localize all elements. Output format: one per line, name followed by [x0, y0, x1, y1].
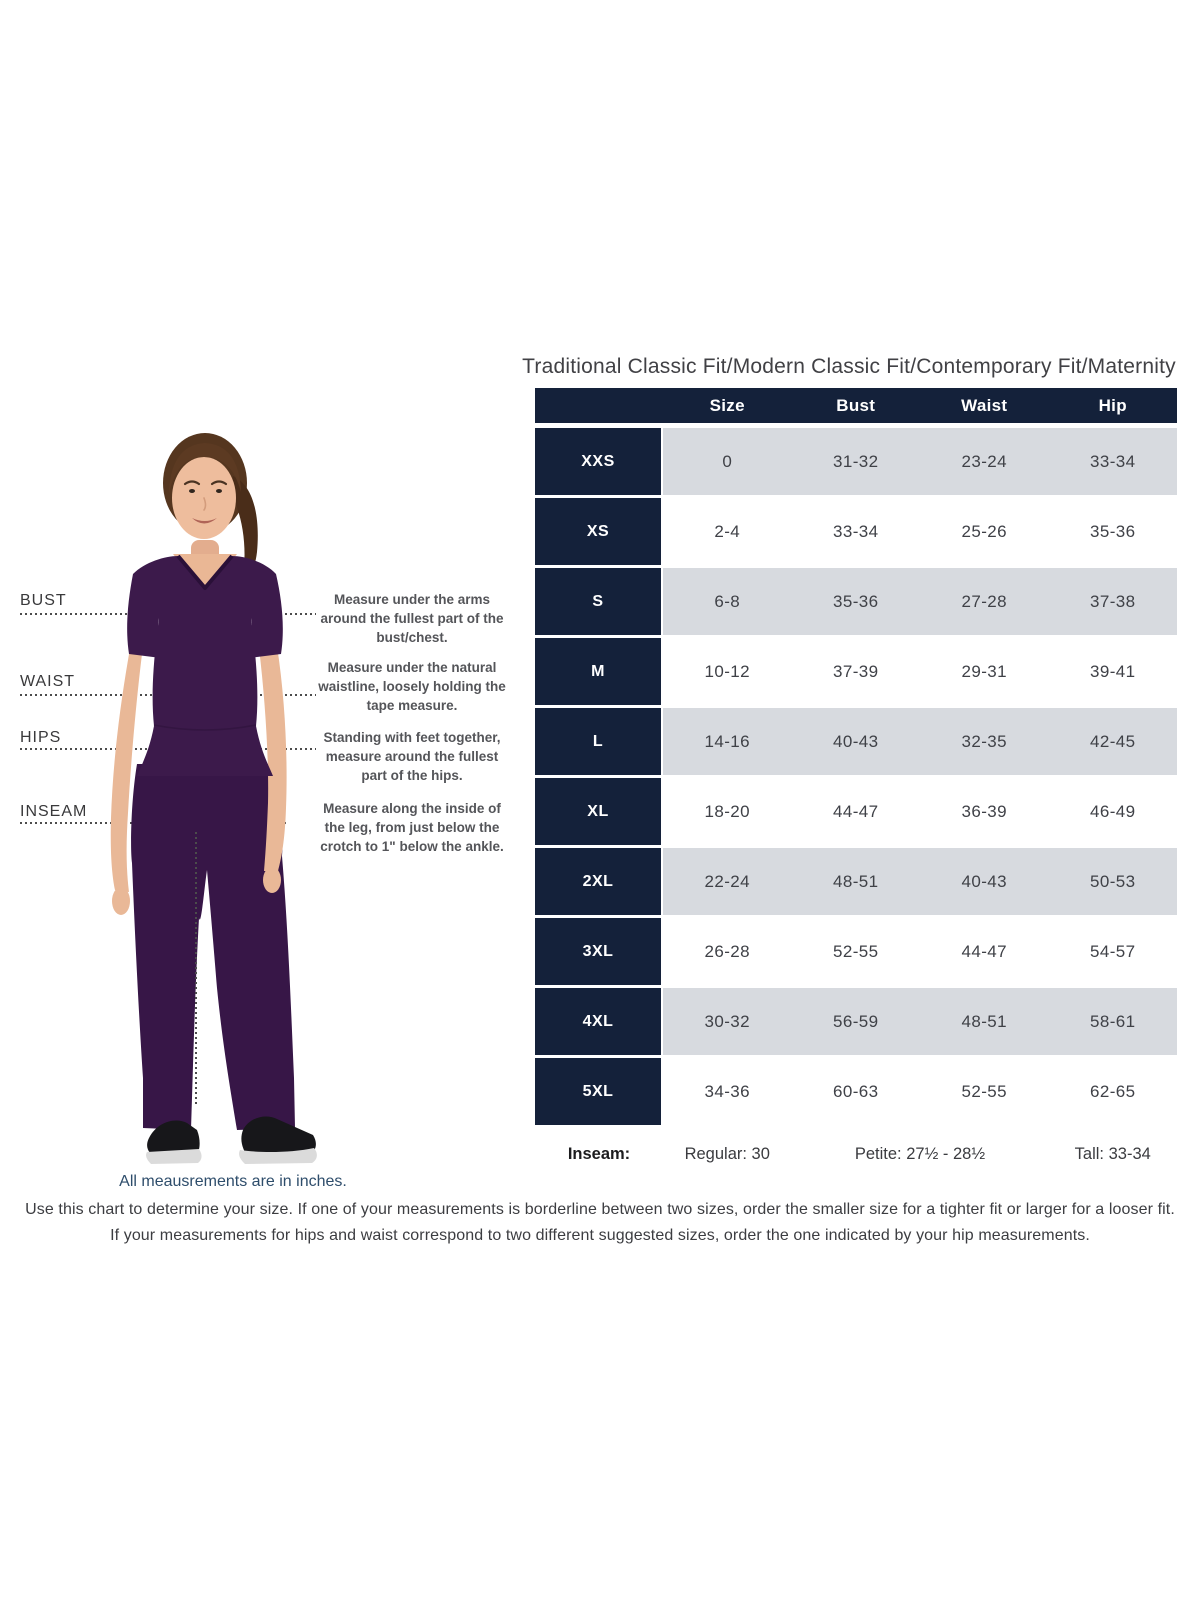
size-row-values — [663, 1058, 1177, 1125]
size-row-values — [663, 428, 1177, 495]
table-row — [535, 638, 1177, 705]
size-cell-waist: 40-43 — [961, 871, 1007, 891]
chart-title: Traditional Classic Fit/Modern Classic Fit/Contemporary Fit/Maternity — [522, 355, 1176, 378]
waist-instruction: Measure under the natural waistline, loosely holding the tape measure. — [318, 660, 506, 714]
size-cell-hip: 46-49 — [1090, 801, 1136, 821]
waist-label: WAIST — [20, 673, 76, 690]
table-header-row — [535, 388, 1177, 423]
inseam-row — [535, 1139, 1177, 1169]
size-cell-bust: 35-36 — [833, 591, 879, 611]
size-cell-hip: 39-41 — [1090, 661, 1136, 681]
size-cell-waist: 23-24 — [961, 451, 1007, 471]
table-header-corner — [535, 388, 663, 423]
model-photo — [85, 428, 325, 1168]
size-cell-waist: 27-28 — [961, 591, 1007, 611]
size-row-values — [663, 498, 1177, 565]
table-row — [535, 778, 1177, 845]
size-row-values — [663, 708, 1177, 775]
size-cell-waist: 52-55 — [961, 1081, 1007, 1101]
size-cell-waist: 32-35 — [961, 731, 1007, 751]
size-cell-hip: 54-57 — [1090, 941, 1136, 961]
size-row-label: 5XL — [535, 1058, 661, 1125]
size-cell-hip: 37-38 — [1090, 591, 1136, 611]
table-row — [535, 498, 1177, 565]
size-cell-hip: 33-34 — [1090, 451, 1136, 471]
size-cell-size: 14-16 — [704, 731, 750, 751]
size-cell-bust: 33-34 — [833, 521, 879, 541]
inseam-point-label: INSEAM — [20, 803, 88, 820]
footer-note-line2: If your measurements for hips and waist correspond to two different suggested sizes, order the one indicated by your hip measurements. — [110, 1227, 1090, 1244]
table-row — [535, 428, 1177, 495]
size-cell-hip: 42-45 — [1090, 731, 1136, 751]
size-cell-hip: 62-65 — [1090, 1081, 1136, 1101]
size-cell-size: 18-20 — [704, 801, 750, 821]
size-row-label: XL — [535, 778, 661, 845]
size-row-label: XXS — [535, 428, 661, 495]
size-cell-bust: 37-39 — [833, 661, 879, 681]
size-row-label: M — [535, 638, 661, 705]
table-body — [535, 428, 1177, 1125]
size-row-values — [663, 848, 1177, 915]
inseam-tall-value: Tall: 33-34 — [1074, 1144, 1151, 1163]
size-cell-bust: 40-43 — [833, 731, 879, 751]
column-header-size: Size — [709, 396, 745, 415]
size-row-values — [663, 638, 1177, 705]
size-row-label: 3XL — [535, 918, 661, 985]
column-header-hip: Hip — [1098, 396, 1127, 415]
size-cell-size: 0 — [722, 451, 733, 471]
inseam-regular-value: Regular: 30 — [684, 1144, 770, 1163]
size-cell-size: 6-8 — [714, 591, 741, 611]
size-cell-bust: 56-59 — [833, 1011, 879, 1031]
bust-instruction: Measure under the arms around the fullest part of the bust/chest. — [320, 592, 504, 646]
size-row-label: XS — [535, 498, 661, 565]
size-row-values — [663, 568, 1177, 635]
size-cell-size: 30-32 — [704, 1011, 750, 1031]
column-header-bust: Bust — [836, 396, 876, 415]
size-cell-bust: 48-51 — [833, 871, 879, 891]
size-row-label: 4XL — [535, 988, 661, 1055]
size-cell-hip: 35-36 — [1090, 521, 1136, 541]
inseam-instruction: Measure along the inside of the leg, from just below the crotch to 1" below the ankle. — [320, 801, 504, 855]
table-row — [535, 1058, 1177, 1125]
size-cell-hip: 58-61 — [1090, 1011, 1136, 1031]
size-row-label: 2XL — [535, 848, 661, 915]
size-row-values — [663, 988, 1177, 1055]
inseam-petite-value: Petite: 27½ - 28½ — [854, 1144, 986, 1163]
table-row — [535, 988, 1177, 1055]
inseam-label: Inseam: — [567, 1144, 631, 1163]
hips-label: HIPS — [20, 729, 62, 746]
size-row-values — [663, 778, 1177, 845]
inseam-vertical-dotted-line — [195, 832, 197, 1104]
size-cell-bust: 44-47 — [833, 801, 879, 821]
size-cell-hip: 50-53 — [1090, 871, 1136, 891]
size-cell-size: 26-28 — [704, 941, 750, 961]
size-cell-waist: 29-31 — [961, 661, 1007, 681]
column-header-waist: Waist — [961, 396, 1008, 415]
size-cell-bust: 52-55 — [833, 941, 879, 961]
units-note: All meausrements are in inches. — [119, 1173, 347, 1190]
bust-label: BUST — [20, 592, 67, 609]
size-cell-size: 22-24 — [704, 871, 750, 891]
table-row — [535, 708, 1177, 775]
size-table — [535, 388, 1177, 1125]
size-cell-bust: 31-32 — [833, 451, 879, 471]
size-cell-waist: 36-39 — [961, 801, 1007, 821]
size-cell-waist: 25-26 — [961, 521, 1007, 541]
size-cell-size: 2-4 — [714, 521, 741, 541]
table-row — [535, 568, 1177, 635]
table-row — [535, 918, 1177, 985]
size-row-label: S — [535, 568, 661, 635]
size-cell-size: 10-12 — [704, 661, 750, 681]
size-row-label: L — [535, 708, 661, 775]
size-cell-waist: 44-47 — [961, 941, 1007, 961]
size-cell-bust: 60-63 — [833, 1081, 879, 1101]
size-cell-waist: 48-51 — [961, 1011, 1007, 1031]
table-row — [535, 848, 1177, 915]
size-cell-size: 34-36 — [704, 1081, 750, 1101]
size-row-values — [663, 918, 1177, 985]
footer-note-line1: Use this chart to determine your size. If one of your measurements is borderline between two sizes, order the smaller size for a tighter fit or larger for a looser fit. — [25, 1201, 1175, 1218]
hips-instruction: Standing with feet together, measure around the fullest part of the hips. — [323, 730, 501, 784]
